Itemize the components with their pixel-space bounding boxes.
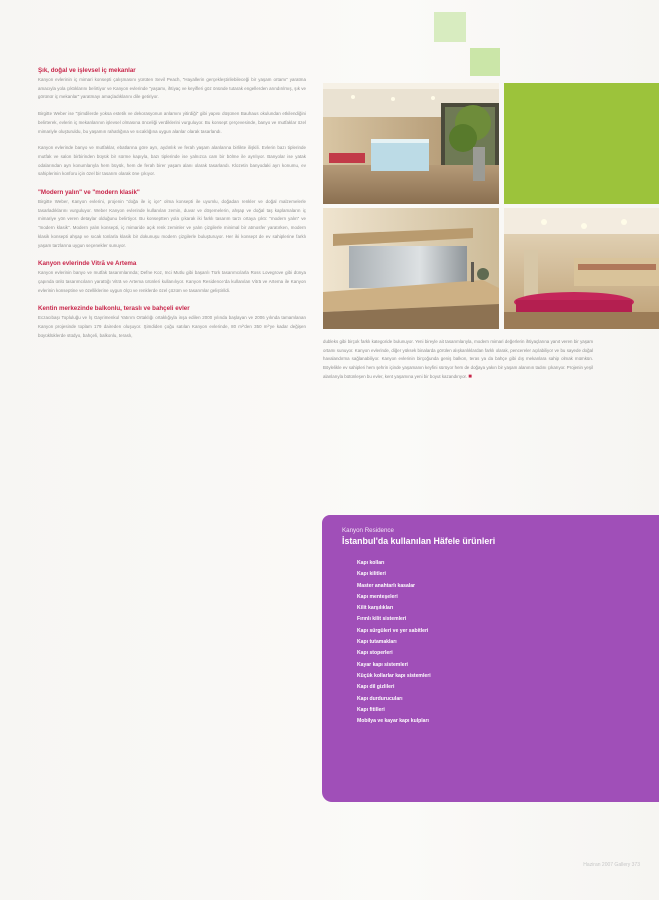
decorative-square-green (470, 48, 500, 76)
article-paragraph: Birgitte Weber ise "Şimdilerde yoksa estetik ve dekorasyonun anlamını yitirdiği" gibi yapısı düşünen Bauhaus okulundan etkilendiğini belirterek, evlerin iç mekanlarının işlevsel olmasına önceliği verdiklerini vurguluyor. Bu konsept çerçevesinde, banyo ve mutfaklar özel mimariyle oluşturuldu, bu yaşamın rahatlığına ve sıcaklığına uygun alanlar olarak tasarlandı. (38, 111, 306, 134)
decorative-square-light (434, 12, 466, 42)
list-item: Kilit karşılıkları (357, 605, 394, 612)
product-box (322, 515, 659, 802)
section-city-homes (38, 304, 306, 340)
list-item: Kapı dil gizlileri (357, 684, 395, 691)
section-heading: "Modern yalın" ve "modern klasik" (38, 189, 140, 197)
article-paragraph: Kanyon evlerinin banyo ve mutfak tasarımlarında; Defne Koz, Inci Mutlu gibi başarılı Türk tasarımcılarla Ross Lovegrove gibi dünya çapında ünlü tasarımcıların yarattığı Vitrā ve Artema ürünleri kullanılıyor. Kanyon Residence'da kullanılan Vitrā ve Artema ile Kanyon evlerinin konseptine ve özelliklerine uygun ölçü ve renklerde özel çözüm ve tasarımlar geliştirildi. (38, 270, 306, 293)
list-item: Kapı stoperleri (357, 650, 393, 657)
article-paragraph: Kanyon evlerinin iç mimari konsepti çalışmasını yürüten Sevil Peach, "Hayallerin gerçekleştirilebileceği bir yaşam ortamı" yaratma amacıyla yola çıktıklarını belirtiyor ve Kanyon evlerinde "yaşamı, ihtiyaç ve keyifleri göz önünde tutarak engellerden arındırılmış, şık ve görünür iç mekanlar" yaratmayı amaçladıklarını dile getiriyor. (38, 77, 306, 100)
page-footer: Haziran 2007 Gallery 373 (583, 862, 640, 868)
section-heading: Kanyon evlerinde Vitrā ve Artema (38, 260, 137, 268)
kitchen-photo (323, 208, 499, 329)
right-column-text: dubleks gibi birçok farklı kategoride bulunuyor. Yeni bireyle ait tasarımlarıyla, modern mimari değerlerin ihtiyaçlarına yanıt veren bir yaşam ortamı sunuyor. Kanyon evlerinde, diğer yüksek binalarda görülen alışkanlıklardan farklı olarak, pencereler açılabiliyor ve bu sayede doğal havalandırma sağlanabiliyor. Kanyon evlerinin birçoğunda geniş balkon, teras ya da bahçe gibi dış mekanlara sahip olmak mümkün. Böylelikle ev sahipleri hem şehrin içinde yaşamanın keyfini sürüyor hem de doğaya yakın bir yaşam alanının tadını çıkarıyor. Projenin yeşil alanlarıyla bütünleşen bu evler, kent yaşamına yeni bir boyut kazandırıyor. (323, 339, 593, 379)
article-paragraph: Eczacıbaşı Topluluğu ve İş Gayrimenkul Yatırım Ortaklığı ortaklığıyla inşa edilen 2000 yılında başlayan ve 2006 yılında tamamlanan Kanyon projesinde toplam 179 daireden oluşuyor. Şimdiden çoğu satılan Kanyon evlerinde, 80 m²'den 350 m²'ye kadar değişen büyüklüklerde stüdyo, bahçeli, balkonlu, teraslı, (38, 315, 306, 338)
list-item: Kapı fitilleri (357, 706, 385, 713)
section-modern-styles (38, 188, 306, 250)
product-box-title: İstanbul'da kullanılan Häfele ürünleri (342, 536, 496, 546)
list-item: Küçük kollarlar kapı sistemleri (357, 672, 431, 679)
lounge-photo (504, 208, 659, 329)
list-item: Kapı sürgüleri ve yer sabitleri (357, 627, 429, 634)
list-item: Master anahtarlı kasalar (357, 582, 416, 589)
section-heading: Şık, doğal ve işlevsel iç mekanlar (38, 67, 136, 74)
list-item: Kapı menteşeleri (357, 593, 398, 600)
list-item: Fırınlı kilit sistemleri (357, 616, 407, 623)
list-item: Mobilya ve kayar kapı kulpları (357, 718, 429, 725)
section-interiors (38, 66, 306, 179)
green-color-block (504, 83, 659, 204)
section-heading: Kentin merkezinde balkonlu, teraslı ve bahçeli evler (38, 305, 190, 313)
section-vitra-artema (38, 259, 306, 295)
list-item: Kapı tutamakları (357, 639, 397, 646)
left-article-column (38, 66, 306, 349)
article-paragraph: Kanyon evlerinde banyo ve mutfaklar, ebatlarına göre ayrı, aydınlık ve ferah yaşam alanlarına birlikte ilişkili. Evlerin bazı tiplerinde mutfak ve salon birbirinden büyük bir sürme kapıyla, bazı tiplerinde ise yalnızca cam bir bölme ile ayrılıyor. Banyolar ise yatak odalarından ayrı konumlarıyla hem büyük, hem de ferah birer yaşam alanı olarak tasarlandı. Klozetin banyodaki ayrı konumu, ev sahiplerinin konforu için özel bir tasarım olarak öne çıkıyor. (38, 145, 306, 177)
list-item: Kapı kilitleri (357, 571, 386, 578)
product-list (342, 558, 659, 727)
article-paragraph: Birgitte Weber, Kanyon evlerini, projenin "doğa ile iç içe" olma konsepti ile uyumlu, doğadan renkler ve doğal malzemelerle tasarladıklarını vurguluyor. Weber Kanyon evlerinde kullanılan zemin, duvar ve döşemelerin, ahşap ve doğal taş kaplamaların iç mimariye yön veren detaylar olduğunu belirtiyor. Bu konseptten yola çıkarak iki farklı tasarım tarzı ortaya çıktı: "modern yalın" ve "modern klasik". Modern yalın konsepti, iç mimaride açık renk zeminler ve yalın çizgilerle minimal bir atmosfer yaratırken, modern klasik konsepti ahşap ve sıcak tonlarla klasik bir dokunuşu modern çizgilerle buluşturuyor. Her iki konsept de ev sahiplerine farklı yaşam tarzlarına uygun seçenekler sunuyor. (38, 199, 306, 248)
product-box-subtitle: Kanyon Residence (342, 527, 394, 534)
list-item: Kayar kapı sistemleri (357, 661, 408, 668)
end-mark-icon: ■ (468, 373, 472, 380)
right-column-paragraph (323, 338, 593, 382)
list-item: Kapı kolları (357, 560, 385, 566)
lobby-photo (323, 83, 499, 204)
list-item: Kapı durdurucuları (357, 695, 403, 702)
